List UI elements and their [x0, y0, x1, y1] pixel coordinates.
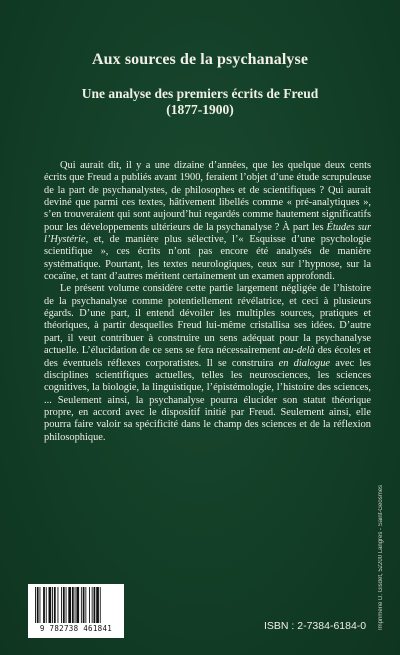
p1-text-b: , et, de manière plus sélective, l’« Esquisse d’une psychologie scientifique », ces écrits n’ont pas encore été analysés de manière systématique. Pourtant, les textes neurologiques, ceux sur l’hypnose, sur la cocaïne, et tant d’autres méritent certainement un examen approfondi.	[44, 234, 371, 283]
p2-italic-2: en dialogue	[278, 357, 330, 369]
book-title: Aux sources de la psychanalyse	[91, 51, 309, 68]
barcode-bars-icon	[33, 587, 119, 623]
book-subtitle	[0, 86, 400, 118]
printer-credit: Imprimerie D. Gisdet, 52200 Langres - Saint-Geosmes	[378, 484, 384, 630]
p1-text-a: Qui aurait dit, il y a une dizaine d’années, que les quelque deux cents écrits que Freud a publiés avant 1900, feraient l’objet d’une étude scrupuleuse de la part de psychanalystes, de philosophes et de scientifiques ? Qui aurait deviné que parmi ces textes, hâtivement libellés comme « pré-analytiques », s’en trouveraient qui sont aujourd’hui regardés comme hautement significatifs pour les développements ultérieurs de la psychanalyse ? À part les	[44, 160, 371, 233]
p2-italic-1: au-delà	[282, 345, 315, 357]
blurb	[44, 160, 371, 444]
blurb-paragraph-1	[44, 160, 371, 283]
subtitle-line-1: Une analyse des premiers écrits de Freud	[81, 86, 319, 101]
subtitle-line-2: (1877-1900)	[166, 102, 234, 117]
p2-text-a: Le présent volume considère cette partie largement négligée de l’histoire de la psychanalyse comme potentiellement révélatrice, et ceci à plusieurs égards. D’une part, il entend dévoiler les multiples sources, pratiques et théoriques, à partir desquelles Freud lui-même cristallisa ses idées. D’autre part, il veut contribuer à construire un sens adéquat pour la psychanalyse actuelle. L’élucidation de ce sens se fera nécessairement	[44, 283, 371, 357]
p2-text-c: avec les disciplines scientifiques actuelles, telles les neurosciences, les sciences cognitives, la biologie, la linguistique, l’épistémologie, l’histoire des sciences, ... Seulement ainsi, la psychanalyse pourra élucider son statut théorique propre, en accord avec le dispositif initié par Freud. Seulement ainsi, elle pourra faire valoir sa spécificité dans le champ des sciences et de la réflexion philosophique.	[44, 357, 371, 443]
p2-text-b: des écoles et des éventuels réflexes corporatistes. Il se construira	[44, 345, 371, 369]
barcode	[28, 584, 124, 638]
blurb-paragraph-2	[44, 283, 371, 443]
barcode-digits: 9 782738 461841	[39, 624, 113, 633]
isbn-number: ISBN : 2-7384-6184-0	[264, 620, 367, 632]
p1-italic: Études sur l’Hystérie	[44, 221, 371, 246]
